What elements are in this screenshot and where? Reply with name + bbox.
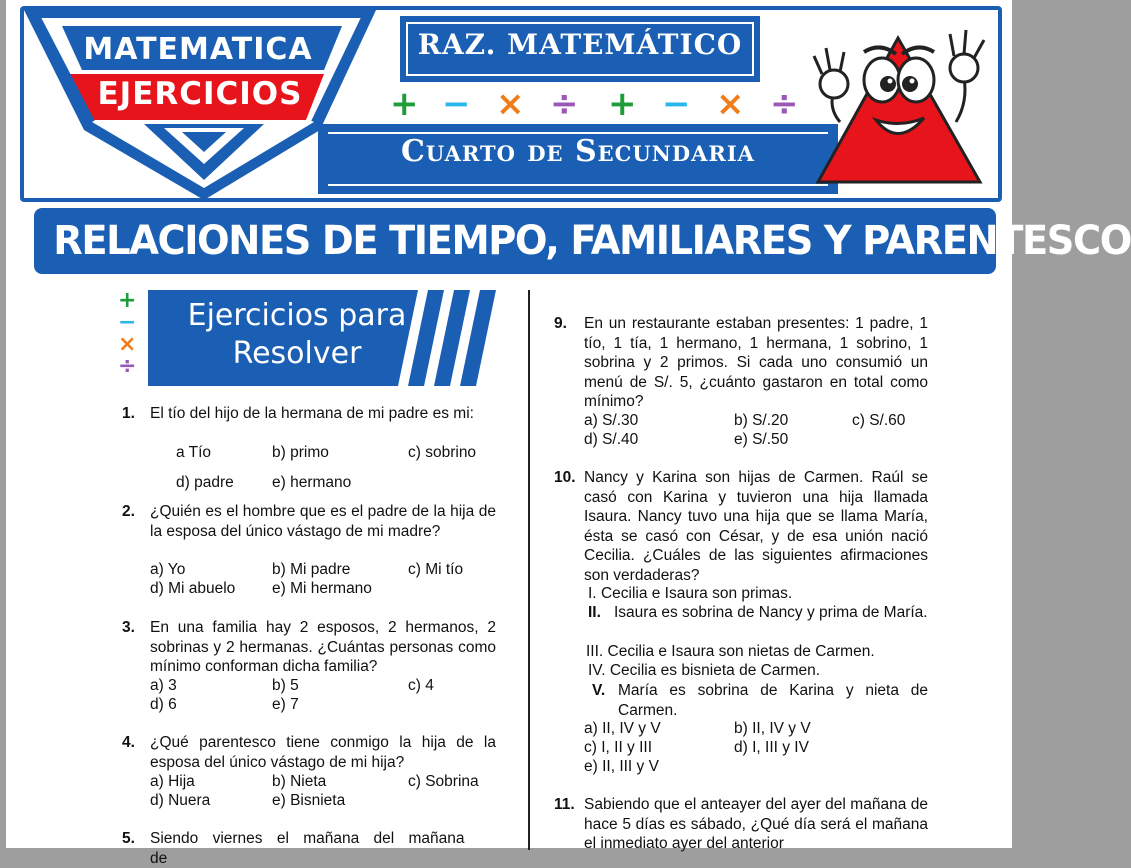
question-number: 1. [122,405,135,422]
option-b: b) II, IV y V [734,720,811,737]
option-a: a) Hija [150,773,195,790]
column-divider [528,290,530,850]
section-operators [118,290,148,378]
option-c: c) sobrino [408,444,477,461]
option-c: c) Sobrina [408,773,479,790]
triangle-mascot-icon [800,12,996,196]
option-b: b) S/.20 [734,412,789,429]
option-b: b) 5 [272,677,299,694]
statement-text: Cecilia e Isaura son primas. [600,585,793,602]
statement-text: Cecilia es bisnieta de Carmen. [609,662,821,679]
question-number: 2. [122,503,135,520]
question-text: Siendo viernes el mañana del mañana de [150,830,465,867]
statement-number: V. [592,682,606,699]
header-banner [20,6,1002,202]
option-b: b) Nieta [272,773,327,790]
option-a: a) S/.30 [584,412,639,429]
option-e: e) Mi hermano [272,580,372,597]
option-c: c) I, II y III [584,739,653,756]
statement-1 [588,584,928,604]
subject-title: RAZ. MATEMÁTICO [417,28,743,61]
question-number: 11. [554,796,575,813]
statement-number: I. [588,585,597,602]
logo-title-bottom: EJERCICIOS [97,76,303,112]
minus-icon: − [662,84,691,124]
question-text: En una familia hay 2 esposos, 2 hermanos, 2 sobrinas y 2 hermanas. ¿Cuántas personas como mínimo conforman dicha familia? [150,619,496,675]
times-icon: × [716,84,745,124]
section-title-line2: Resolver [232,336,362,371]
document-page [6,0,1131,867]
question-number: 3. [122,619,135,636]
option-c: c) S/.60 [852,412,906,429]
page-title: RELACIONES DE TIEMPO, FAMILIARES Y PARENTESCO [53,218,1131,264]
grade-band [318,124,838,194]
statement-text: María es sobrina de Karina y nieta de Carmen. [618,682,928,719]
times-icon: × [496,84,525,124]
logo-title-top: MATEMATICA [83,32,313,67]
question-number: 4. [122,734,135,751]
statement-4 [588,661,928,681]
minus-icon: − [118,310,137,335]
option-e: e) Bisnieta [272,792,346,809]
statement-number: II. [588,604,601,621]
question-text: ¿Quién es el hombre que es el padre de la hija de la esposa del único vástago de mi madre? [150,503,496,540]
section-header [118,290,498,386]
option-b: b) primo [272,444,329,461]
option-a: a) II, IV y V [584,720,661,737]
question-text: Sabiendo que el anteayer del ayer del mañana de hace 5 días es sábado, ¿Qué día será el mañana el inmediato ayer del anterior [584,796,928,852]
title-bar [34,208,1131,274]
statement-text: Cecilia e Isaura son nietas de Carmen. [607,643,875,660]
option-e: e) S/.50 [734,431,789,448]
statement-number: III. [586,643,604,660]
question-text: El tío del hijo de la hermana de mi padre es mi: [150,405,474,422]
option-c: c) 4 [408,677,434,694]
plus-icon: + [118,288,137,313]
option-d: d) Nuera [150,792,211,809]
section-title-line1: Ejercicios para [187,298,407,333]
divide-icon: ÷ [118,354,137,379]
option-a: a) Yo [150,561,186,578]
divide-icon: ÷ [550,84,579,124]
subject-box [400,16,760,82]
statement-text: Isaura es sobrina de Nancy y prima de María. [614,604,928,621]
option-d: d) padre [176,474,234,491]
option-a: a) 3 [150,677,177,694]
option-d: d) 6 [150,696,177,713]
question-text: ¿Qué parentesco tiene conmigo la hija de la esposa del único vástago de mi hija? [150,734,496,771]
question-number: 9. [554,315,567,332]
question-text: En un restaurante estaban presentes: 1 padre, 1 tío, 1 tía, 1 hermano, 1 hermana, 1 sobrino, 1 sobrina y 2 primos. Si cada uno consumió un menú de S/. 5, ¿cuánto gastaron en total como mínimo? [584,315,928,410]
statement-3 [586,642,928,662]
option-d: d) I, III y IV [734,739,809,756]
option-e: e) hermano [272,474,352,491]
operators-row [376,84,806,124]
option-b: b) Mi padre [272,561,351,578]
question-number: 5. [122,830,135,847]
option-a: a Tío [176,444,212,461]
option-e: e) II, III y V [584,758,659,775]
minus-icon: − [442,84,471,124]
times-icon: × [118,332,137,357]
grade-title: Cuarto de Secundaria [401,134,755,169]
divide-icon: ÷ [770,84,799,124]
plus-icon: + [608,84,637,124]
option-e: e) 7 [272,696,299,713]
question-number: 10. [554,469,576,486]
option-d: d) S/.40 [584,431,639,448]
question-text: Nancy y Karina son hijas de Carmen. Raúl se casó con Karina y tuvieron una hija llamada Isaura. Nancy tuvo una hija que se llama María, ésta se casó con César, y de esa unión nació Cecilia. ¿Cuáles de las siguientes afirmaciones son verdaderas? [584,469,928,584]
statement-number: IV. [588,662,606,679]
plus-icon: + [390,84,419,124]
option-c: c) Mi tío [408,561,464,578]
option-d: d) Mi abuelo [150,580,236,597]
